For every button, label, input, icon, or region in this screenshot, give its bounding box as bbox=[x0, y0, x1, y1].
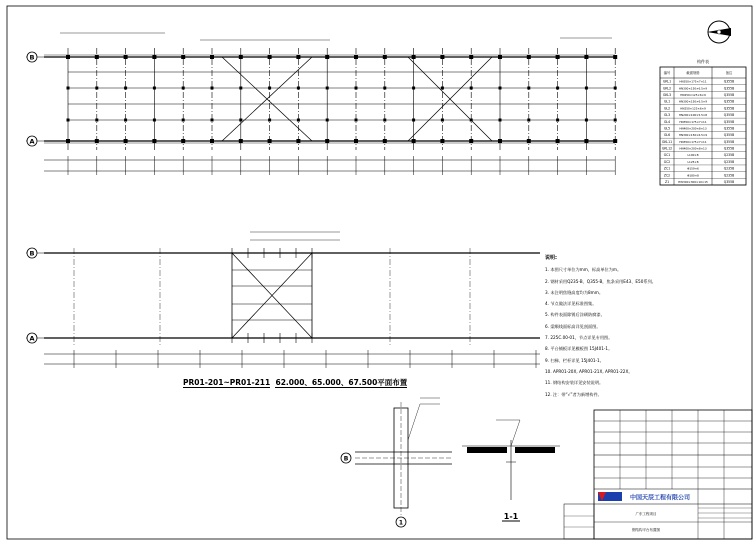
table-cell-note: Q355B bbox=[723, 86, 735, 91]
table-cell-no: Z1 bbox=[664, 179, 670, 184]
plan-title-id: PR01-201~PR01-211 bbox=[183, 378, 271, 387]
notes-list bbox=[545, 264, 755, 400]
table-cell-no: GKL2 bbox=[662, 86, 672, 91]
table-cell-spec: Φ180×8 bbox=[687, 173, 699, 178]
table-cell-no: GKL3 bbox=[662, 93, 672, 98]
table-cell-spec: HN350×175×7×11 bbox=[679, 119, 707, 124]
title-block bbox=[564, 410, 752, 539]
axis-b-label: B bbox=[29, 53, 35, 62]
table-header-note: 备注 bbox=[725, 71, 733, 75]
north-arrow-icon bbox=[707, 21, 731, 43]
axis-bubble-icon bbox=[26, 52, 44, 146]
table-cell-spec: HN400×200×8×13 bbox=[679, 146, 707, 151]
table-cell-no: GL2 bbox=[663, 106, 671, 111]
note-item: 10. APR01-20X, APR01-21X, APR01-22X。 bbox=[545, 368, 633, 374]
plan-title-elevations: 62.000、65.000、67.500平面布置 bbox=[275, 378, 408, 387]
table-cell-spec: HN350×175×7×11 bbox=[679, 79, 707, 84]
table-rows bbox=[662, 80, 734, 184]
detail-number: 1 bbox=[398, 519, 404, 527]
table-cell-note: Q355B bbox=[723, 113, 735, 118]
notes-block bbox=[545, 253, 755, 400]
table-cell-note: Q355B bbox=[723, 93, 735, 98]
table-cell-note: Q235B bbox=[723, 159, 735, 164]
table-cell-spec: HN300×150×6.5×9 bbox=[678, 86, 708, 91]
table-cell-note: Q355B bbox=[723, 79, 735, 84]
table-cell-no: GL4 bbox=[663, 119, 671, 124]
table-cell-spec: HW300×300×10×15 bbox=[678, 179, 708, 184]
note-item: 7. 225C.00-01，节点详见专用图。 bbox=[545, 335, 613, 341]
table-cell-spec: Φ159×6 bbox=[687, 166, 699, 171]
plan-title bbox=[183, 377, 407, 388]
table-header-spec: 截面规格 bbox=[686, 71, 700, 75]
company-logo-icon bbox=[598, 492, 622, 501]
table-cell-no: GKL11 bbox=[661, 139, 673, 144]
project-name: 广东工程项目 bbox=[635, 512, 657, 516]
table-cell-no: GL6 bbox=[663, 133, 671, 138]
table-cell-note: Q355B bbox=[723, 146, 735, 151]
table-cell-no: ZC2 bbox=[663, 173, 671, 178]
table-cell-note: Q355B bbox=[723, 126, 735, 131]
drawing-name: 钢结构平台布置图 bbox=[632, 528, 660, 532]
table-cell-spec: HN300×150×6.5×9 bbox=[678, 99, 708, 104]
table-cell-note: Q355B bbox=[723, 106, 735, 111]
table-cell-no: GC2 bbox=[663, 159, 671, 164]
table-cell-note: Q355B bbox=[723, 119, 735, 124]
axis-bubble-icon bbox=[26, 248, 44, 343]
note-item: 8. 平台铺板详见模板图 15J401-1。 bbox=[545, 346, 613, 352]
company-name: 中国天辰工程有限公司 bbox=[629, 494, 691, 502]
table-header-no: 编号 bbox=[663, 71, 671, 75]
table-cell-note: Q355B bbox=[723, 133, 735, 138]
note-item: 5. 构件表面除锈后涂刷防腐漆。 bbox=[545, 312, 605, 318]
table-cell-note: Q235B bbox=[723, 153, 735, 158]
table-cell-spec: HN250×125×6×9 bbox=[680, 106, 706, 111]
detail-axis-label: B bbox=[343, 455, 349, 463]
note-item: 4. 节点做法详见标准图集。 bbox=[545, 301, 597, 307]
note-item: 6. 梁顺线面标高详见剖面图。 bbox=[545, 323, 601, 329]
notes-title: 说明: bbox=[545, 255, 557, 261]
top-plan bbox=[44, 33, 617, 175]
table-cell-spec: HN200×100×5.5×8 bbox=[678, 113, 708, 118]
axis-a-label: A bbox=[29, 137, 35, 146]
table-cell-note: Q355B bbox=[723, 139, 735, 144]
table-cell-note: Q355B bbox=[723, 99, 735, 104]
section-label: 1-1 bbox=[503, 512, 519, 521]
table-cell-no: GL3 bbox=[663, 113, 671, 118]
table-cell-spec: HN250×125×6×9 bbox=[680, 93, 706, 98]
detail-1 bbox=[355, 398, 452, 515]
note-item: 1. 本图尺寸单位为mm，标高单位为m。 bbox=[545, 267, 622, 273]
table-cell-no: GKL1 bbox=[662, 79, 672, 84]
table-cell-no: ZC1 bbox=[663, 166, 671, 171]
table-title: 构件表 bbox=[697, 59, 709, 64]
table-cell-spec: HN400×200×8×13 bbox=[679, 126, 707, 131]
table-cell-no: GKL12 bbox=[661, 146, 673, 151]
axis-b-label-2: B bbox=[29, 249, 35, 258]
table-cell-no: GC1 bbox=[663, 153, 671, 158]
table-cell-no: GL1 bbox=[663, 99, 671, 104]
note-item: 9. 扫梯、栏杆详见 15J401-1。 bbox=[545, 357, 604, 363]
axis-a-label-2: A bbox=[29, 334, 35, 343]
table-cell-note: Q235B bbox=[723, 166, 735, 171]
note-item: 11. 钢结构安装详见安装说明。 bbox=[545, 380, 604, 386]
section-1-1 bbox=[462, 420, 560, 500]
table-cell-note: Q355B bbox=[723, 179, 735, 184]
note-item: 3. 未注明焦缝高度均为8mm。 bbox=[545, 289, 604, 295]
table-cell-spec: HN350×175×7×11 bbox=[679, 139, 707, 144]
bottom-plan bbox=[44, 232, 540, 368]
table-cell-no: GL5 bbox=[663, 126, 671, 131]
table-cell-note: Q235B bbox=[723, 173, 735, 178]
note-item: 2. 钢材采用Q235-B、Q355-B，焦条采用E43、E50系列。 bbox=[545, 278, 656, 284]
table-cell-spec: HN300×150×6.5×9 bbox=[678, 133, 708, 138]
note-item: 12. 注：带“√”者为新增构件。 bbox=[545, 391, 602, 397]
table-cell-spec: L125×8 bbox=[687, 159, 699, 164]
table-cell-spec: L100×8 bbox=[687, 153, 699, 158]
